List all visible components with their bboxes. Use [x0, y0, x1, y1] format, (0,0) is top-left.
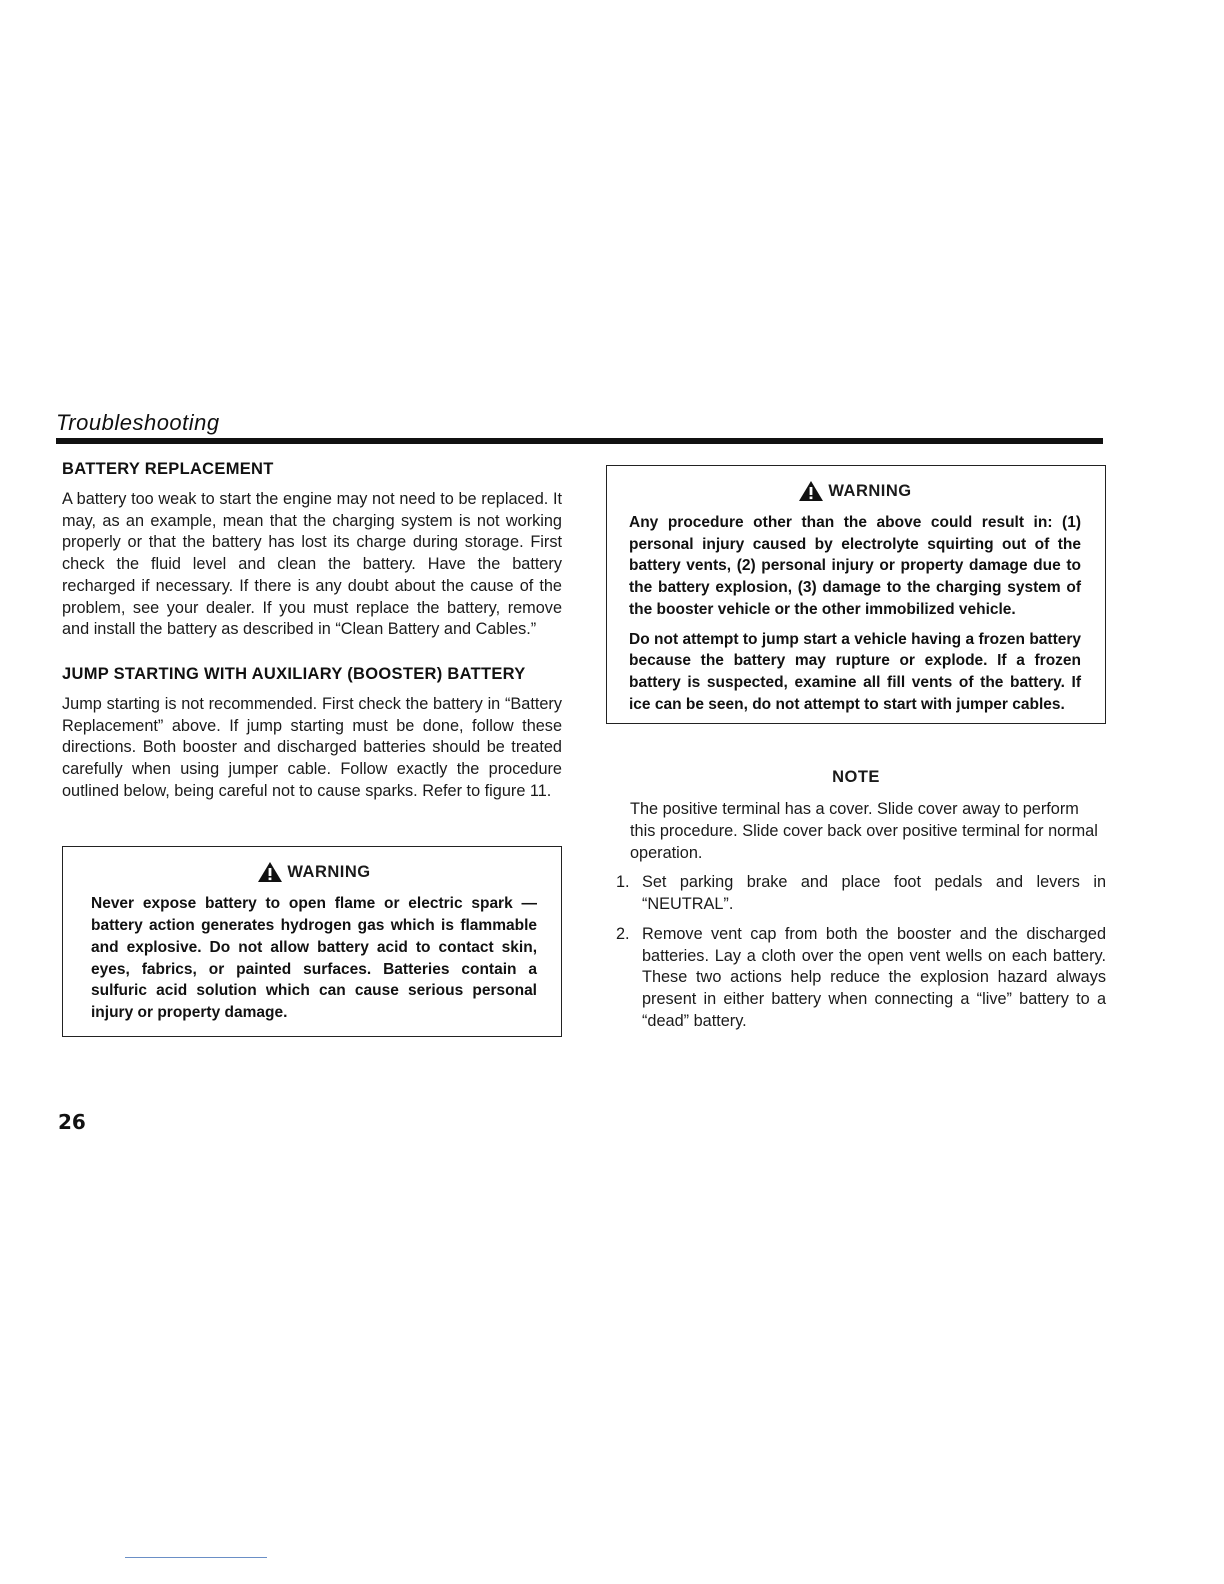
header-rule — [56, 438, 1103, 444]
jump-starting-heading: JUMP STARTING WITH AUXILIARY (BOOSTER) BATTERY — [62, 664, 526, 683]
section-title: Troubleshooting — [56, 410, 220, 435]
right-column — [606, 465, 1106, 1040]
footer-rule — [125, 1557, 267, 1558]
battery-replacement-heading: BATTERY REPLACEMENT — [62, 460, 274, 478]
left-warning-title: WARNING — [287, 862, 371, 881]
step-text: Remove vent cap from both the booster and the discharged batteries. Lay a cloth over the open vent wells on each battery. These two actions help reduce the explosion hazard always present in either battery when connecting a “live” battery to a “dead” battery. — [642, 924, 1106, 1030]
step-number: 1. — [616, 873, 630, 892]
right-warning-title-row — [629, 480, 1081, 502]
step-number: 2. — [616, 924, 630, 943]
left-warning-title-row — [91, 861, 537, 883]
warning-triangle-icon — [257, 861, 283, 883]
right-warning-box — [606, 465, 1106, 724]
step-text: Set parking brake and place foot pedals and levers in “NEUTRAL”. — [642, 873, 1106, 914]
right-warning-paragraph-2: Do not attempt to jump start a vehicle having a frozen battery because the battery may rupture or explode. If a frozen battery is suspected, examine all fill vents of the battery. If ice can be seen, do not attempt to start with jumper cables. — [629, 630, 1081, 713]
warning-triangle-icon — [798, 480, 824, 502]
left-warning-box — [62, 846, 562, 1036]
note-text: The positive terminal has a cover. Slide cover away to perform this procedure. Slide cover back over positive terminal for normal operation. — [630, 800, 1098, 862]
jump-starting-text: Jump starting is not recommended. First check the battery in “Battery Replacement” above. If jump starting must be done, follow these directions. Both booster and discharged batteries should be treated carefully when using jumper cable. Follow exactly the procedure outlined below, being careful not to cause sparks. Refer to figure 11. — [62, 694, 562, 800]
left-column — [62, 460, 562, 1037]
page-number: 26 — [58, 1110, 86, 1134]
jump-start-steps — [606, 872, 1106, 1032]
note-title: NOTE — [832, 768, 880, 787]
list-item — [606, 872, 1106, 915]
right-warning-paragraph-1: Any procedure other than the above could result in: (1) personal injury caused by electrolyte squirting out of the battery vents, (2) personal injury or property damage due to the battery explosion, (3) damage to the charging system of the booster vehicle or the other immobilized vehicle. — [629, 514, 1081, 618]
list-item — [606, 924, 1106, 1033]
left-warning-text: Never expose battery to open flame or electric spark — battery action generates hydrogen gas which is flammable and explosive. Do not allow battery acid to contact skin, eyes, fabrics, or painted surfaces. Batteries contain a sulfuric acid solution which can cause serious personal injury or property damage. — [91, 895, 537, 1021]
right-warning-title: WARNING — [828, 481, 912, 500]
battery-replacement-text: A battery too weak to start the engine may not need to be replaced. It may, as an example, mean that the charging system is not working properly or that the battery has lost its charge during storage. First check the fluid level and clean the battery. Have the battery recharged if necessary. If there is any doubt about the cause of the problem, see your dealer. If you must replace the battery, remove and install the battery as described in “Clean Battery and Cables.” — [62, 490, 562, 639]
